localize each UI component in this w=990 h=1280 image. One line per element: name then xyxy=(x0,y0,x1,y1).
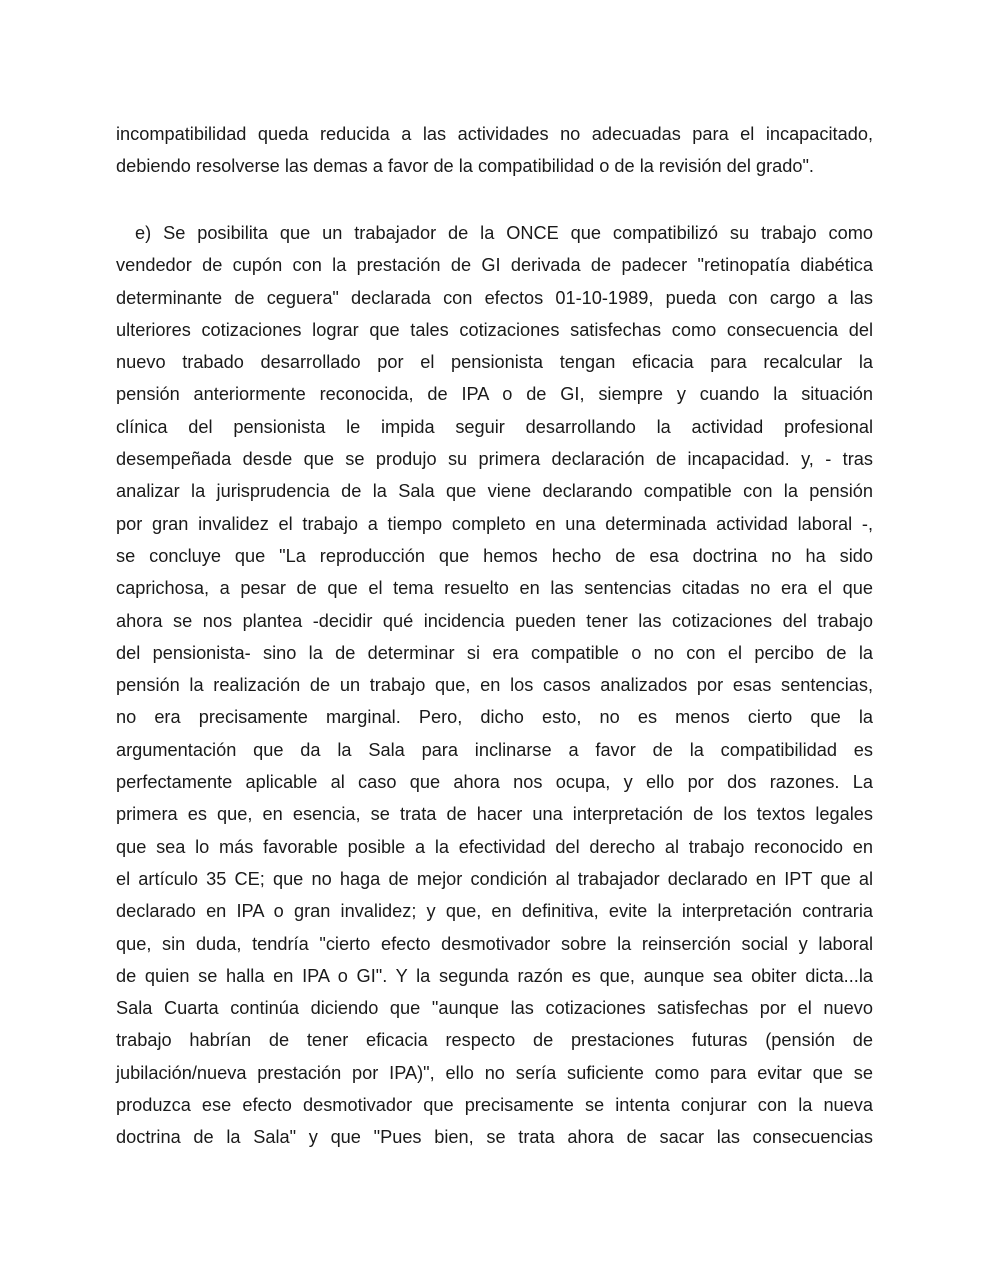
text-line: declarado en IPA o gran invalidez; y que, en definitiva, evite la interpretación contraria xyxy=(116,901,873,922)
text-line: por gran invalidez el trabajo a tiempo completo en una determinada actividad laboral -, xyxy=(116,513,873,534)
text-line: primera es que, en esencia, se trata de hacer una interpretación de los textos legales xyxy=(116,804,873,825)
text-line: clínica del pensionista le impida seguir desarrollando la actividad profesional xyxy=(116,416,873,437)
text-line: trabajo habrían de tener eficacia respecto de prestaciones futuras (pensión de xyxy=(116,1030,873,1051)
text-line: jubilación/nueva prestación por IPA)", ello no sería suficiente como para evitar que se xyxy=(116,1062,873,1083)
text-line: vendedor de cupón con la prestación de GI derivada de padecer "retinopatía diabética xyxy=(116,255,873,276)
text-line: del pensionista- sino la de determinar si era compatible o no con el percibo de la xyxy=(116,642,873,663)
text-line: pensión anteriormente reconocida, de IPA o de GI, siempre y cuando la situación xyxy=(116,384,873,405)
text-line: el artículo 35 CE; que no haga de mejor condición al trabajador declarado en IPT que al xyxy=(116,868,873,889)
text-line: incompatibilidad queda reducida a las actividades no adecuadas para el incapacitado, xyxy=(116,124,873,144)
paragraph-1 xyxy=(116,118,873,183)
text-line: analizar la jurisprudencia de la Sala que viene declarando compatible con la pensión xyxy=(116,481,873,502)
text-line: que, sin duda, tendría "cierto efecto desmotivador sobre la reinserción social y laboral xyxy=(116,933,873,954)
text-line: pensión la realización de un trabajo que, en los casos analizados por esas sentencias, xyxy=(116,675,873,696)
text-line: se concluye que "La reproducción que hemos hecho de esa doctrina no ha sido xyxy=(116,545,873,566)
text-line: e) Se posibilita que un trabajador de la ONCE que compatibilizó su trabajo como xyxy=(135,223,873,243)
text-line: que sea lo más favorable posible a la efectividad del derecho al trabajo reconocido en xyxy=(116,836,873,857)
text-line: argumentación que da la Sala para inclinarse a favor de la compatibilidad es xyxy=(116,739,873,760)
text-line: ulteriores cotizaciones lograr que tales cotizaciones satisfechas como consecuencia del xyxy=(116,319,873,340)
text-line: doctrina de la Sala" y que "Pues bien, se trata ahora de sacar las consecuencias xyxy=(116,1127,873,1148)
text-line: no era precisamente marginal. Pero, dicho esto, no es menos cierto que la xyxy=(116,707,873,728)
paragraph-2 xyxy=(116,217,873,1154)
text-line: perfectamente aplicable al caso que ahora nos ocupa, y ello por dos razones. La xyxy=(116,772,873,793)
text-line: debiendo resolverse las demas a favor de la compatibilidad o de la revisión del grado". xyxy=(116,156,814,177)
text-line: ahora se nos plantea -decidir qué incidencia pueden tener las cotizaciones del trabajo xyxy=(116,610,873,631)
text-line: Sala Cuarta continúa diciendo que "aunque las cotizaciones satisfechas por el nuevo xyxy=(116,998,873,1019)
text-line: determinante de ceguera" declarada con efectos 01-10-1989, pueda con cargo a las xyxy=(116,287,873,308)
text-line: desempeñada desde que se produjo su primera declaración de incapacidad. y, - tras xyxy=(116,449,873,470)
text-line: de quien se halla en IPA o GI". Y la segunda razón es que, aunque sea obiter dicta...la xyxy=(116,965,873,986)
text-line: produzca ese efecto desmotivador que precisamente se intenta conjurar con la nueva xyxy=(116,1095,873,1116)
text-line: caprichosa, a pesar de que el tema resuelto en las sentencias citadas no era el que xyxy=(116,578,873,599)
text-line: nuevo trabado desarrollado por el pensionista tengan eficacia para recalcular la xyxy=(116,352,873,373)
